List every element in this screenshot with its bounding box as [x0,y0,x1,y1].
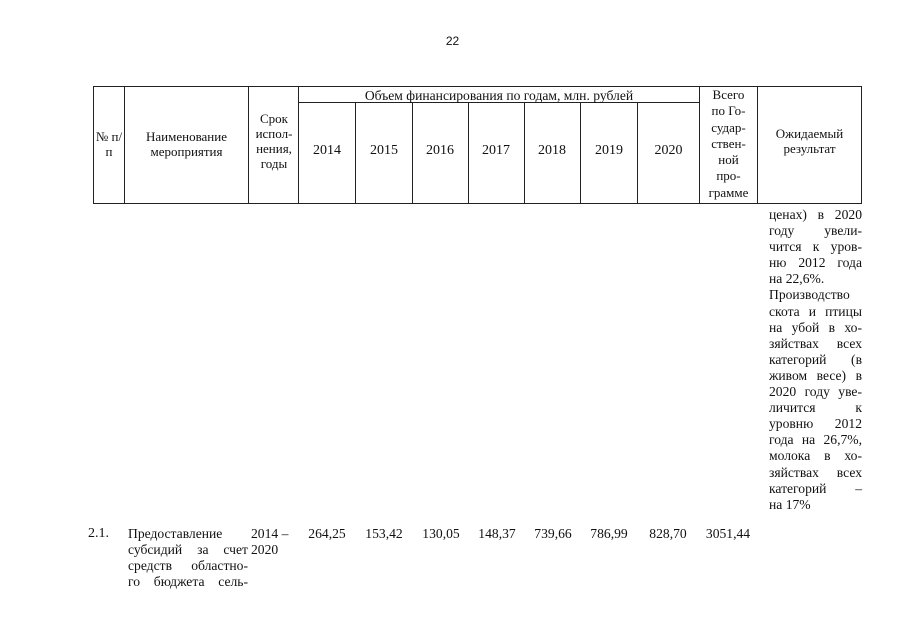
value-2020: 828,70 [649,526,687,541]
header-funding-title: Объем финансирования по годам, млн. рублей [364,88,634,103]
header-name: Наименование мероприятия [146,129,227,159]
value-2015: 153,42 [365,526,403,541]
header-total: Всего по Го- судар- ствен- ной про- грамме [708,87,749,200]
header-year-2019: 2019 [595,143,623,158]
header-year-2017: 2017 [482,143,510,158]
page-number: 22 [445,34,460,48]
header-year-2018: 2018 [538,143,566,158]
header-year-2020: 2020 [654,143,683,158]
row-number: 2.1. [88,526,109,541]
row-name: Предоставление субсидий за счет средств областно- го бюджета сель- [128,526,248,589]
header-number: № п/п [95,129,123,159]
value-2018: 739,66 [534,526,572,541]
expected-result-text: ценах) в 2020 году увели- чится к уров- ню 2012 года на 22,6%. Производство скота и птицы на убой в хо- зяйствах всех категорий (в живом весе) в 2020 году уве- личится к уровню 2012 года на 26,7%, молока в хо- зяйствах всех категорий – на 17% [769,207,862,512]
header-term: Срок испол- нения, годы [255,111,293,171]
value-2017: 148,37 [478,526,516,541]
value-2019: 786,99 [590,526,628,541]
value-total: 3051,44 [705,526,751,541]
value-2014: 264,25 [308,526,346,541]
value-2016: 130,05 [422,526,460,541]
header-result: Ожидаемый результат [775,126,844,156]
header-year-2016: 2016 [426,143,454,158]
header-year-2015: 2015 [370,143,398,158]
header-year-2014: 2014 [313,143,341,158]
row-term: 2014 – 2020 [251,526,289,557]
